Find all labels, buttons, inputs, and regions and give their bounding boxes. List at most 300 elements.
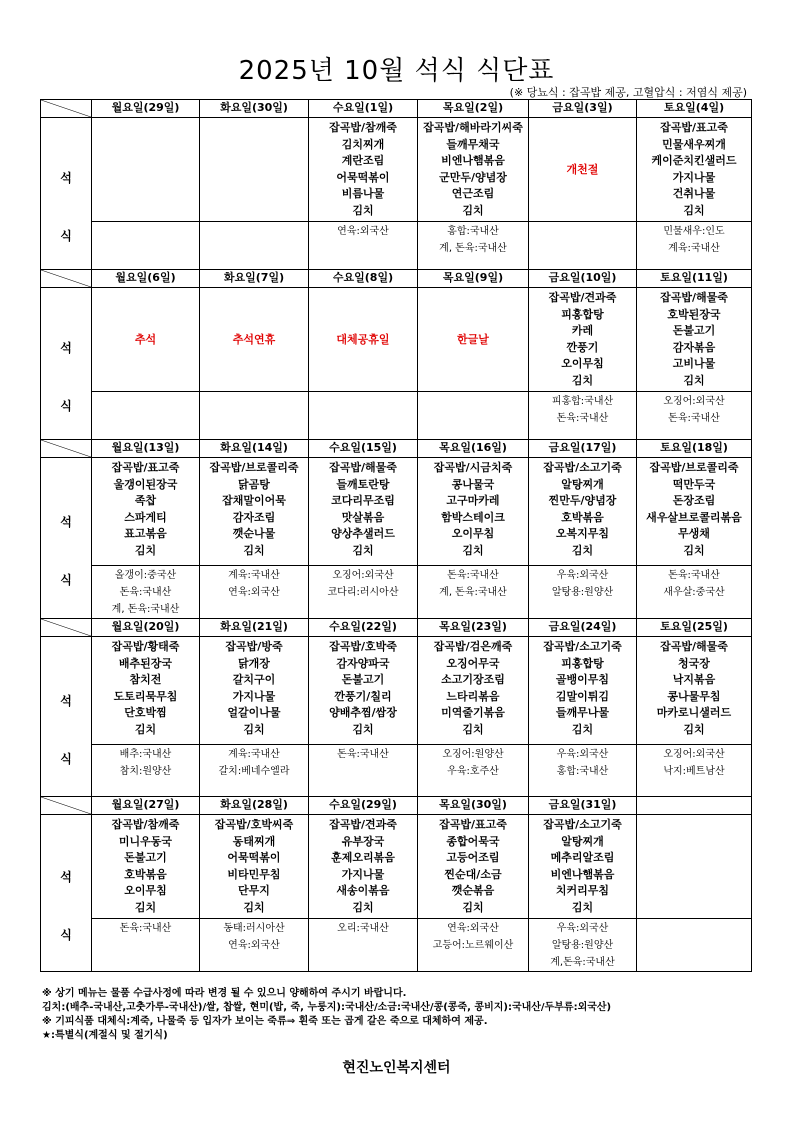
menu-cell [418, 458, 529, 566]
menu-item: 김치 [571, 543, 594, 557]
day-header: 목요일(30일) [418, 797, 529, 815]
origin-item: 계육:국내산 [228, 570, 280, 581]
meal-label [41, 458, 92, 619]
origin-item: 돈육:국내산 [668, 413, 720, 424]
menu-item: 오복지무침 [555, 527, 610, 540]
footer-line: ※ 기피식품 대체식:계죽, 나물죽 등 입자가 보이는 죽류⇒ 흰죽 또는 곱게 갈은 죽으로 대체하여 제공. [42, 1016, 488, 1027]
menu-cell [637, 288, 752, 392]
origin-item: 계, 돈육:국내산 [439, 587, 507, 598]
day-header: 월요일(27일) [92, 797, 200, 815]
menu-item: 깐풍기 [566, 340, 599, 354]
menu-item: 건취나물 [672, 187, 716, 200]
menu-item: 잡곡밥/황태죽 [111, 640, 180, 653]
menu-item: 동태찌개 [232, 834, 276, 848]
origin-cell [200, 222, 309, 270]
menu-item: 민물새우찌개 [662, 137, 726, 151]
menu-item: 훈제오리볶음 [331, 851, 395, 864]
origin-item: 홍합:국내산 [556, 766, 609, 777]
diagonal-line [41, 797, 91, 814]
menu-cell [529, 815, 637, 919]
menu-cell [637, 458, 752, 566]
day-header: 금요일(3일) [529, 100, 637, 118]
origin-item: 돈육:국내산 [668, 570, 720, 581]
menu-cell [309, 815, 418, 919]
menu-item: 김치 [571, 722, 594, 736]
menu-item: 깻순나물 [232, 527, 276, 540]
holiday-label: 추석연휴 [232, 333, 276, 347]
footer-line: ★:특별식(계절식 및 절기식) [42, 1030, 168, 1041]
holiday-label: 추석 [134, 333, 157, 347]
origin-item: 돈육:국내산 [337, 749, 389, 760]
menu-cell [418, 815, 529, 919]
menu-item: 비타민무침 [227, 867, 281, 881]
origin-item: 홍합:국내산 [447, 226, 499, 237]
diagonal-line [41, 619, 91, 636]
diagonal-line [41, 440, 91, 457]
menu-item: 김치 [243, 722, 265, 736]
menu-cell [200, 458, 309, 566]
menu-item: 비름나물 [341, 187, 385, 200]
origin-item: 낙지:베트남산 [663, 766, 725, 777]
menu-item: 김치 [243, 900, 265, 914]
meal-label-bottom: 식 [60, 228, 72, 243]
menu-cell [92, 118, 200, 222]
menu-item: 군만두/양념장 [439, 170, 507, 184]
origin-item: 돈육:국내산 [556, 413, 609, 424]
menu-item: 김치 [462, 722, 484, 736]
week-header-row [41, 619, 752, 637]
menu-item: 잡채말이어묵 [222, 494, 286, 507]
menu-item: 김치 [462, 543, 484, 557]
origin-cell [529, 392, 637, 440]
origin-cell [92, 745, 200, 797]
menu-row [41, 118, 752, 222]
day-header: 화요일(21일) [200, 619, 309, 637]
origin-item: 계육:국내산 [228, 749, 280, 760]
menu-item: 계란조림 [341, 154, 385, 167]
menu-item: 김치 [352, 722, 374, 736]
menu-item: 닭개장 [238, 656, 270, 670]
holiday-label: 대체공휴일 [336, 333, 390, 347]
menu-item: 감자양파국 [336, 656, 390, 670]
meal-label [41, 288, 92, 440]
menu-item: 잡곡밥/시금치죽 [433, 461, 513, 474]
origin-item: 동태:러시아산 [223, 923, 285, 934]
menu-item: 소고기장조림 [441, 673, 505, 686]
menu-item: 고등어조림 [446, 851, 500, 864]
meal-label-bottom: 식 [60, 398, 72, 413]
origin-row [41, 566, 752, 619]
origin-item: 계, 돈육:국내산 [111, 604, 180, 615]
origin-item: 알탕용:원양산 [551, 940, 614, 951]
menu-item: 떡만두국 [672, 477, 716, 491]
menu-item: 김치 [571, 900, 594, 914]
origin-item: 돈육:국내산 [119, 587, 172, 598]
origin-item: 배추:국내산 [119, 749, 172, 760]
origin-cell [309, 392, 418, 440]
menu-item: 단무지 [238, 884, 270, 897]
origin-cell [637, 222, 752, 270]
menu-item: 메추리알조림 [550, 851, 615, 864]
footer-line: ※ 상기 메뉴는 물품 수급사정에 따라 변경 될 수 있으니 양해하여 주시기 바랍니다. [42, 988, 407, 999]
meal-label-top: 석 [60, 693, 72, 708]
day-header: 목요일(23일) [418, 619, 529, 637]
menu-item: 김치 [134, 543, 157, 557]
menu-item: 도토리묵무침 [113, 689, 178, 703]
origin-cell [92, 566, 200, 619]
menu-item: 깻순볶음 [451, 884, 495, 897]
menu-item: 느타리볶음 [446, 689, 500, 703]
origin-cell [92, 222, 200, 270]
menu-item: 콩나물국 [451, 477, 495, 491]
menu-item: 김치 [352, 203, 374, 217]
menu-cell [529, 288, 637, 392]
menu-item: 김치 [134, 900, 157, 914]
menu-item: 연근조림 [451, 187, 495, 200]
origin-cell [637, 919, 752, 972]
menu-table [40, 99, 752, 972]
menu-cell [529, 458, 637, 566]
menu-item: 골뱅이무침 [555, 673, 610, 686]
menu-item: 낙지볶음 [672, 673, 716, 686]
menu-item: 감자조림 [232, 510, 276, 524]
menu-item: 깐풍기/칠리 [334, 689, 392, 703]
menu-item: 닭곰탕 [238, 477, 270, 491]
menu-cell [200, 815, 309, 919]
day-header: 화요일(30일) [200, 100, 309, 118]
menu-cell [309, 288, 418, 392]
day-header: 토요일(4일) [637, 100, 752, 118]
menu-item: 참치전 [129, 673, 162, 686]
menu-item: 어묵떡볶이 [227, 851, 281, 864]
day-header: 토요일(25일) [637, 619, 752, 637]
day-header: 목요일(16일) [418, 440, 529, 458]
menu-cell [637, 815, 752, 919]
menu-item: 김치 [683, 373, 705, 387]
menu-item: 미역줄기볶음 [441, 706, 505, 719]
menu-item: 잡곡밥/해물죽 [329, 461, 397, 474]
menu-item: 잡곡밥/호박죽 [329, 640, 397, 653]
meal-label [41, 815, 92, 972]
origin-item: 돈육:국내산 [447, 570, 499, 581]
menu-item: 오징어무국 [446, 656, 500, 670]
origin-cell [92, 919, 200, 972]
menu-item: 김치 [683, 722, 705, 736]
center-name: 현진노인복지센터 [342, 1060, 451, 1076]
menu-item: 찐순대/소금 [444, 867, 502, 881]
origin-cell [200, 745, 309, 797]
menu-item: 들깨무채국 [446, 137, 500, 151]
menu-cell [200, 637, 309, 745]
menu-cell [418, 118, 529, 222]
origin-item: 오징어:외국산 [663, 749, 725, 760]
meal-label-bottom: 식 [60, 928, 72, 942]
holiday-label: 개천절 [566, 163, 599, 177]
menu-item: 돈불고기 [124, 851, 167, 864]
menu-item: 얼갈이나물 [227, 706, 281, 719]
day-header: 화요일(14일) [200, 440, 309, 458]
origin-item: 우육:외국산 [556, 749, 609, 760]
origin-item: 코다리:러시아산 [327, 587, 399, 598]
menu-item: 표고볶음 [124, 527, 167, 540]
menu-row [41, 815, 752, 919]
menu-item: 스파게티 [124, 510, 167, 524]
menu-item: 잡곡밥/해바라기씨죽 [423, 121, 523, 134]
menu-item: 김치 [571, 373, 594, 387]
menu-item: 가지나물 [672, 170, 716, 184]
menu-cell [418, 288, 529, 392]
origin-row [41, 919, 752, 972]
menu-item: 유부장국 [341, 834, 385, 848]
menu-item: 호박볶음 [561, 510, 604, 524]
origin-item: 오징어:외국산 [663, 396, 725, 407]
origin-cell [418, 566, 529, 619]
page-title: 2025년 10월 석식 식단표 [238, 56, 555, 86]
origin-cell [637, 566, 752, 619]
origin-cell [309, 566, 418, 619]
origin-cell [637, 745, 752, 797]
menu-cell [92, 288, 200, 392]
menu-item: 맛살볶음 [341, 510, 385, 524]
menu-item: 잡곡밥/참깨죽 [329, 121, 397, 134]
origin-item: 참치:원양산 [119, 766, 172, 777]
origin-item: 연육:외국산 [228, 587, 280, 598]
day-header: 수요일(8일) [309, 270, 418, 288]
menu-item: 돈불고기 [672, 324, 716, 337]
menu-item: 잡곡밥/해물죽 [660, 291, 728, 304]
menu-item: 마카로니샐러드 [656, 706, 732, 719]
origin-row [41, 222, 752, 270]
menu-item: 잡곡밥/검은깨죽 [433, 640, 513, 653]
origin-cell [92, 392, 200, 440]
menu-item: 고구마카레 [446, 494, 500, 507]
origin-item: 오리:국내산 [337, 923, 389, 934]
menu-cell [309, 637, 418, 745]
menu-item: 김치 [462, 203, 484, 217]
origin-cell [200, 566, 309, 619]
day-header [637, 797, 752, 815]
week-header-row [41, 797, 752, 815]
origin-cell [529, 222, 637, 270]
menu-item: 잡곡밥/표고죽 [111, 461, 180, 474]
day-header: 금요일(24일) [529, 619, 637, 637]
meal-label [41, 637, 92, 797]
menu-item: 치커리무침 [555, 884, 610, 897]
origin-cell [637, 392, 752, 440]
menu-item: 양상추샐러드 [331, 527, 395, 540]
menu-cell [92, 637, 200, 745]
footer-notes [42, 987, 611, 1043]
origin-item: 고등어:노르웨이산 [432, 940, 514, 951]
origin-item: 돈육:국내산 [119, 923, 172, 934]
meal-label-bottom: 식 [60, 751, 72, 766]
origin-item: 알탕용:원양산 [551, 587, 614, 598]
day-header: 월요일(6일) [92, 270, 200, 288]
menu-cell [200, 288, 309, 392]
corner-cell [41, 619, 92, 637]
menu-item: 새우살브로콜리볶음 [646, 510, 742, 524]
menu-cell [529, 637, 637, 745]
origin-cell [418, 745, 529, 797]
day-header: 금요일(31일) [529, 797, 637, 815]
menu-cell [200, 118, 309, 222]
menu-item: 양배추찜/쌈장 [329, 706, 397, 719]
origin-item: 연육:외국산 [447, 923, 499, 934]
origin-item: 갈치:베네수엘라 [218, 766, 290, 777]
origin-cell [200, 392, 309, 440]
menu-item: 잡곡밥/호박씨죽 [214, 818, 294, 831]
origin-cell [418, 392, 529, 440]
menu-item: 김치 [683, 203, 705, 217]
day-header: 수요일(22일) [309, 619, 418, 637]
origin-item: 연육:외국산 [228, 940, 280, 951]
menu-item: 피홍합탕 [561, 656, 604, 670]
menu-item: 비엔나햄볶음 [441, 154, 505, 167]
menu-item: 코다리무조림 [331, 494, 395, 507]
menu-item: 새송이볶음 [336, 884, 390, 897]
footer-line: 김치:(배추-국내산,고춧가루-국내산)/쌀, 찹쌀, 현미(밥, 죽, 누룽지):국내산/소금:국내산/콩(콩죽, 콩비지):국내산/두부류:외국산) [42, 1002, 612, 1013]
menu-cell [309, 118, 418, 222]
menu-cell [92, 458, 200, 566]
menu-cell [92, 815, 200, 919]
origin-row [41, 745, 752, 797]
menu-item: 오이무침 [451, 527, 495, 540]
origin-cell [309, 745, 418, 797]
day-header: 화요일(7일) [200, 270, 309, 288]
menu-item: 오이무침 [561, 357, 604, 370]
menu-item: 종합어묵국 [446, 834, 500, 848]
origin-item: 우육:외국산 [556, 570, 609, 581]
corner-cell [41, 100, 92, 118]
menu-item: 가지나물 [341, 867, 385, 881]
menu-item: 김치 [352, 543, 374, 557]
menu-item: 김치 [683, 543, 705, 557]
menu-item: 감자볶음 [672, 340, 716, 354]
day-header: 월요일(13일) [92, 440, 200, 458]
menu-item: 잡곡밥/브로콜리죽 [209, 461, 299, 474]
menu-item: 카레 [571, 324, 594, 337]
menu-item: 잡곡밥/브로콜리죽 [649, 461, 739, 474]
corner-cell [41, 270, 92, 288]
origin-cell [309, 919, 418, 972]
menu-item: 들깨토란탕 [336, 477, 390, 491]
day-header: 화요일(28일) [200, 797, 309, 815]
menu-item: 무생채 [678, 527, 710, 540]
diet-note: (※ 당뇨식 : 잡곡밥 제공, 고혈압식 : 저염식 제공) [509, 86, 747, 99]
origin-cell [418, 222, 529, 270]
menu-item: 잡곡밥/견과죽 [548, 291, 617, 304]
menu-item: 호박된장국 [667, 307, 721, 321]
menu-item: 어묵떡볶이 [336, 170, 390, 184]
origin-item: 오징어:외국산 [332, 570, 394, 581]
meal-label-top: 석 [60, 340, 72, 355]
menu-item: 김치 [462, 900, 484, 914]
day-header: 토요일(11일) [637, 270, 752, 288]
origin-cell [529, 919, 637, 972]
menu-item: 콩나물무침 [667, 689, 721, 703]
origin-item: 계,돈육:국내산 [550, 957, 615, 968]
menu-item: 오이무침 [124, 884, 167, 897]
origin-cell [529, 745, 637, 797]
corner-cell [41, 440, 92, 458]
day-header: 수요일(1일) [309, 100, 418, 118]
origin-cell [200, 919, 309, 972]
menu-item: 갈치구이 [232, 673, 276, 686]
menu-item: 찐만두/양념장 [548, 494, 617, 507]
menu-item: 들깨무나물 [555, 706, 610, 719]
menu-item: 잡곡밥/해물죽 [660, 640, 728, 653]
holiday-label: 한글날 [457, 333, 489, 347]
week-header-row [41, 270, 752, 288]
menu-item: 잡곡밥/소고기죽 [543, 461, 622, 474]
origin-item: 오징어:원양산 [442, 749, 504, 760]
meal-label-top: 석 [60, 170, 72, 185]
meal-label-bottom: 식 [60, 573, 72, 587]
diagonal-line [41, 270, 91, 287]
menu-cell [418, 637, 529, 745]
origin-cell [418, 919, 529, 972]
day-header: 금요일(17일) [529, 440, 637, 458]
menu-cell [637, 637, 752, 745]
day-header: 월요일(20일) [92, 619, 200, 637]
menu-item: 잡곡밥/표고죽 [660, 121, 728, 134]
origin-item: 올갱이:중국산 [114, 570, 177, 581]
menu-item: 김치찌개 [341, 137, 385, 151]
menu-item: 호박볶음 [124, 867, 167, 881]
origin-item: 계, 돈육:국내산 [439, 243, 507, 254]
origin-item: 피홍합:국내산 [551, 396, 614, 407]
menu-item: 고비나물 [672, 357, 716, 370]
menu-item: 청국장 [678, 656, 710, 670]
origin-item: 우육:호주산 [447, 766, 499, 777]
day-header: 금요일(10일) [529, 270, 637, 288]
menu-item: 알탕찌개 [561, 834, 604, 848]
day-header: 목요일(2일) [418, 100, 529, 118]
origin-row [41, 392, 752, 440]
day-header: 수요일(15일) [309, 440, 418, 458]
menu-item: 케이준치킨샐러드 [651, 154, 737, 167]
day-header: 토요일(18일) [637, 440, 752, 458]
menu-item: 족찹 [134, 494, 157, 507]
menu-item: 돈불고기 [341, 673, 385, 686]
menu-item: 잡곡밥/방죽 [225, 640, 283, 653]
diagonal-line [41, 100, 91, 117]
menu-item: 배추된장국 [118, 656, 173, 670]
origin-item: 새우살:중국산 [663, 587, 725, 598]
menu-item: 울갱이된장국 [113, 477, 178, 491]
meal-label [41, 118, 92, 270]
menu-item: 단호박찜 [124, 706, 167, 719]
menu-item: 김치 [352, 900, 374, 914]
menu-item: 돈장조림 [672, 494, 716, 507]
menu-row [41, 458, 752, 566]
origin-cell [529, 566, 637, 619]
day-header: 월요일(29일) [92, 100, 200, 118]
corner-cell [41, 797, 92, 815]
menu-item: 김치 [134, 722, 157, 736]
menu-cell [637, 118, 752, 222]
menu-item: 잡곡밥/참깨죽 [111, 818, 180, 831]
origin-item: 계육:국내산 [668, 243, 720, 254]
menu-row [41, 637, 752, 745]
day-header: 수요일(29일) [309, 797, 418, 815]
origin-cell [309, 222, 418, 270]
menu-item: 피홍합탕 [561, 307, 604, 321]
menu-item: 비엔나햄볶음 [550, 867, 615, 881]
menu-item: 잡곡밥/소고기죽 [543, 640, 622, 653]
menu-item: 미니우동국 [118, 834, 173, 848]
menu-item: 잡곡밥/표고죽 [439, 818, 507, 831]
